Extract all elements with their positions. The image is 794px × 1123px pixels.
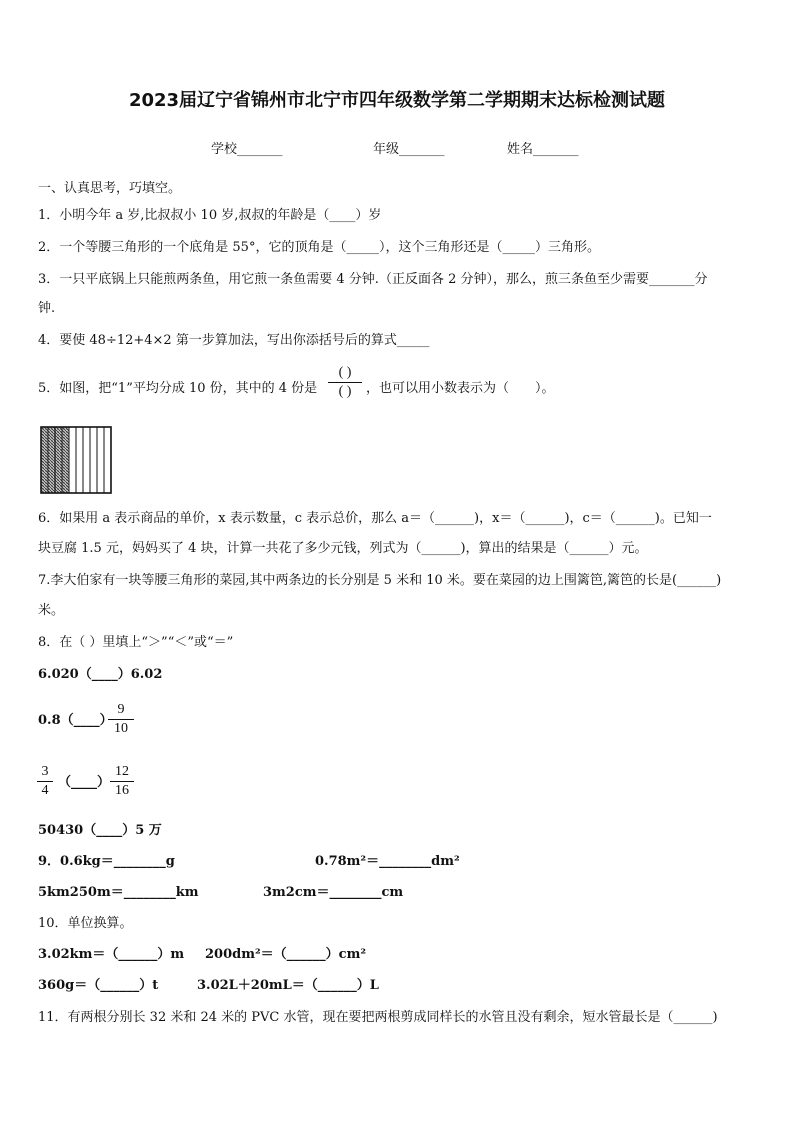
grade-field[interactable]: 年级_______: [373, 142, 445, 157]
question-5-fraction: [328, 365, 362, 400]
question-6-line1: 6．如果用 a 表示商品的单价，x 表示数量，c 表示总价，那么 a＝（______)，x＝（______)，c＝（______)。已知一: [38, 511, 712, 526]
unshaded-part: [97, 427, 104, 493]
fraction-numerator: 3: [41, 764, 49, 779]
unshaded-part: [69, 427, 76, 493]
question-2: 2．一个等腰三角形的一个底角是 55°，它的顶角是（_____），这个三角形还是（_____）三角形。: [38, 240, 600, 255]
question-9d: 3m2cm＝________cm: [263, 885, 404, 900]
name-field[interactable]: 姓名_______: [507, 142, 579, 157]
fraction-numerator: ( ): [338, 365, 352, 380]
question-8: 8．在（ ）里填上“＞”“＜”或“＝”: [38, 635, 234, 650]
question-1: 1．小明今年 a 岁,比叔叔小 10 岁,叔叔的年龄是（____）岁: [38, 208, 382, 223]
fraction-denominator: ( ): [338, 384, 352, 399]
school-field[interactable]: 学校_______: [211, 142, 283, 157]
shaded-part: [41, 427, 48, 493]
section-heading: 一、认真思考，巧填空。: [38, 181, 182, 196]
ten-part-figure: [40, 426, 112, 494]
shaded-part: [62, 427, 69, 493]
question-8b-fraction: [108, 702, 134, 737]
question-8b-left: 0.8（____）: [38, 713, 113, 728]
fraction-denominator: 16: [115, 783, 129, 798]
question-7-line2: 米。: [38, 603, 65, 618]
question-4: 4．要使 48÷12+4×2 第一步算加法，写出你添括号后的算式_____: [38, 333, 430, 348]
question-9c: 5km250m＝________km: [38, 885, 199, 900]
question-5-text-end: ，也可以用小数表示为（ ）。: [366, 381, 555, 396]
fraction-denominator: 4: [41, 783, 49, 798]
unshaded-part: [90, 427, 97, 493]
unshaded-part: [104, 427, 111, 493]
unshaded-part: [76, 427, 83, 493]
question-8c-left-fraction: [37, 764, 53, 799]
fraction-numerator: 12: [115, 764, 129, 779]
question-5-text: 5．如图，把“1”平均分成 10 份，其中的 4 份是: [38, 381, 318, 396]
question-11: 11．有两根分别长 32 米和 24 米的 PVC 水管，现在要把两根剪成同样长的水管且没有剩余，短水管最长是（______): [38, 1010, 718, 1025]
fraction-denominator: 10: [114, 721, 128, 736]
question-8c-blank: （____）: [58, 775, 111, 790]
question-10c: 360g＝（______）t: [38, 978, 159, 993]
question-10d: 3.02L＋20mL＝（______）L: [197, 978, 379, 993]
shaded-part: [55, 427, 62, 493]
question-6-line2: 块豆腐 1.5 元，妈妈买了 4 块，计算一共花了多少元钱，列式为（______)，算出的结果是（______）元。: [38, 541, 648, 556]
question-8d: 50430（____）5 万: [38, 823, 162, 838]
page-title: 2023届辽宁省锦州市北宁市四年级数学第二学期期末达标检测试题: [128, 90, 666, 111]
question-3-line2: 钟.: [38, 301, 56, 316]
question-9a: 9．0.6kg＝________g: [38, 854, 175, 869]
question-10: 10．单位换算。: [38, 916, 133, 931]
question-7-line1: 7.李大伯家有一块等腰三角形的菜园,其中两条边的长分别是 5 米和 10 米。要在菜园的边上围篱笆,篱笆的长是(______): [38, 573, 722, 588]
question-8a: 6.020（____）6.02: [38, 667, 163, 682]
question-10b: 200dm²＝（______）cm²: [205, 947, 367, 962]
question-8c-right-fraction: [110, 764, 134, 799]
unshaded-part: [83, 427, 90, 493]
question-10a: 3.02km＝（______）m: [38, 947, 185, 962]
question-9b: 0.78m²＝________dm²: [315, 854, 460, 869]
fraction-numerator: 9: [117, 702, 125, 717]
shaded-part: [48, 427, 55, 493]
question-3-line1: 3．一只平底锅上只能煎两条鱼，用它煎一条鱼需要 4 分钟.（正反面各 2 分钟），那么，煎三条鱼至少需要_______分: [38, 272, 708, 287]
